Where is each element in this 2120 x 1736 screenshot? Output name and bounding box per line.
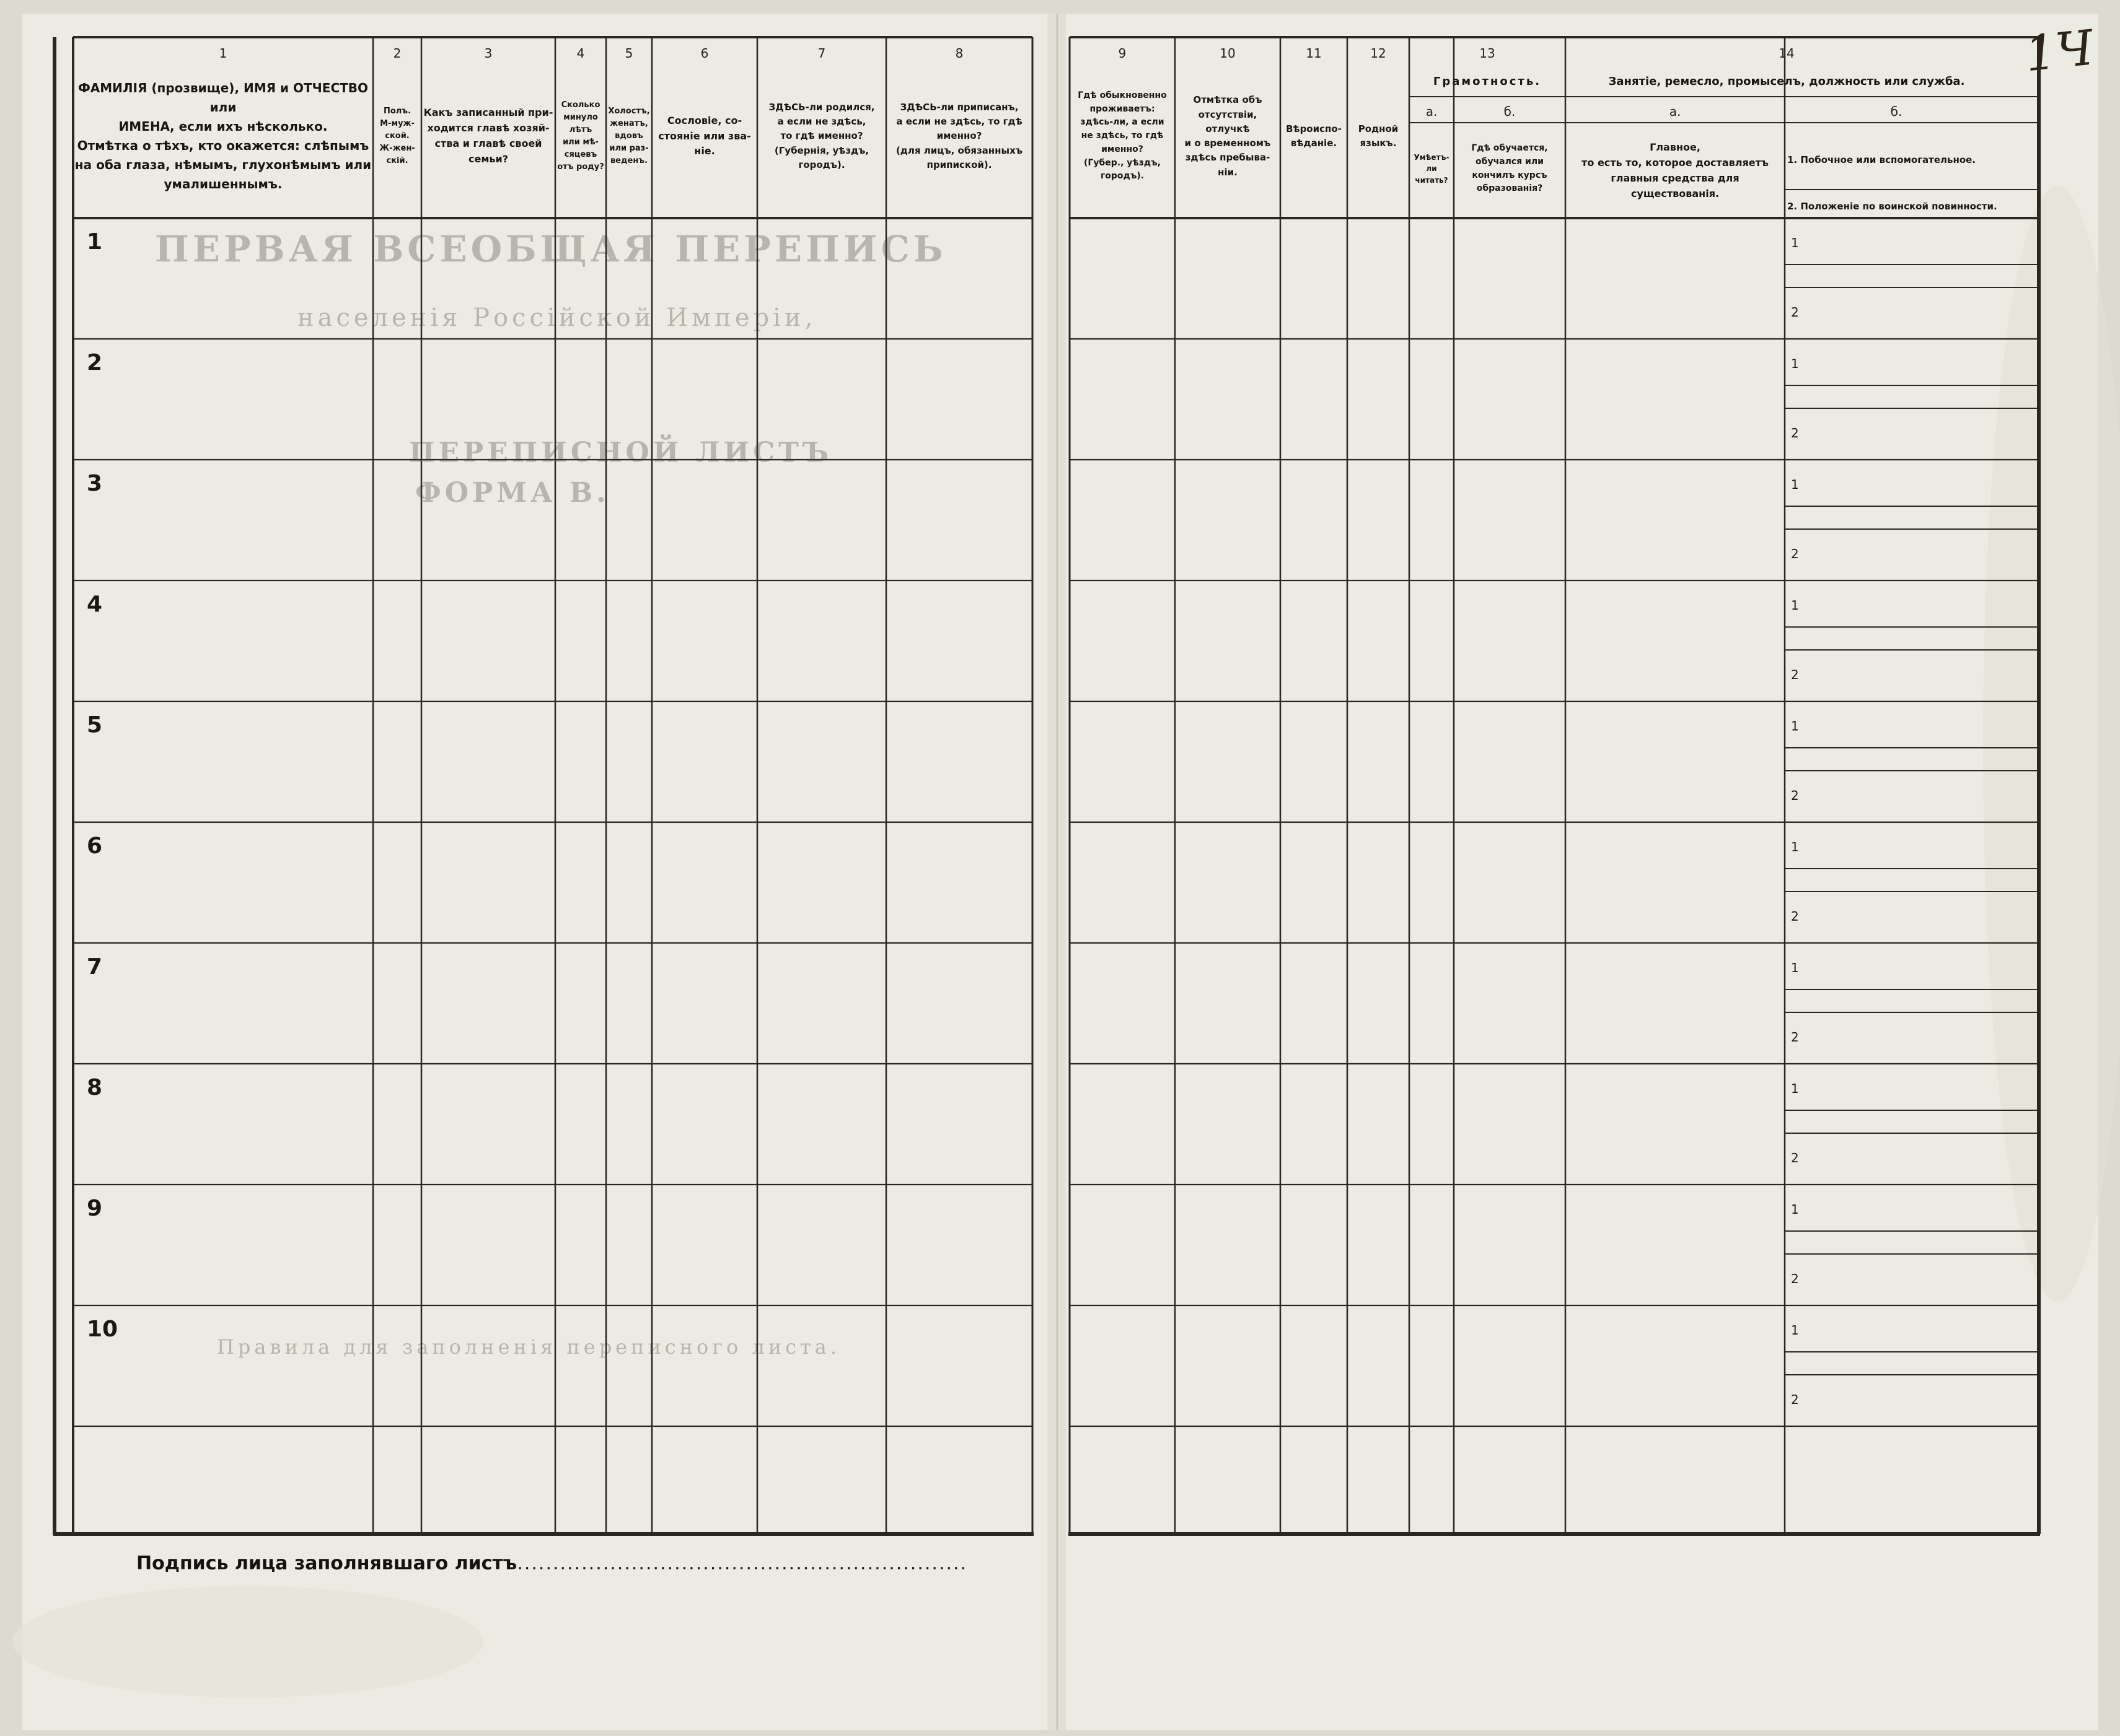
column-header-absence: Отмѣтка объ отсутствіи, отлучкѣ и о временномъ здѣсь пребыва- ніи. (1184, 94, 1271, 178)
subrow-label-2: 2 (1791, 909, 1799, 924)
row-number: 3 (87, 471, 103, 496)
literacy-education-header: Гдѣ обучается, обучался или кончилъ курсъ образованія? (1471, 143, 1548, 194)
row-number: 1 (87, 229, 103, 255)
subrow-label-1: 1 (1791, 1323, 1799, 1338)
column-number-5: 5 (625, 46, 633, 61)
subrow-label-2: 2 (1791, 305, 1799, 320)
column-number-6: 6 (700, 46, 709, 61)
row-number: 7 (87, 954, 103, 980)
column-number-11: 11 (1306, 46, 1322, 61)
subrow-label-2: 2 (1791, 1151, 1799, 1165)
occupation-a-label: а. (1669, 104, 1681, 119)
subrow-label-1: 1 (1791, 235, 1799, 250)
row-number: 6 (87, 833, 103, 859)
subrow-label-2: 2 (1791, 667, 1799, 682)
column-number-7: 7 (817, 46, 826, 61)
archive-number-mark: 1Ч (2022, 20, 2096, 83)
signature-line: Подпись лица заполнявшаго листъ............................................................... (136, 1553, 968, 1574)
subrow-label-2: 2 (1791, 1271, 1799, 1286)
column-header-religion: Вѣроиспо- вѣданіе. (1286, 123, 1342, 149)
subrow-label-2: 2 (1791, 1030, 1799, 1045)
subrow-label-1: 1 (1791, 477, 1799, 492)
subrow-label-2: 2 (1791, 546, 1799, 561)
occupation-b-label: б. (1890, 104, 1902, 119)
ghost-form: ФОРМА В. (415, 477, 610, 509)
subrow-label-1: 1 (1791, 1081, 1799, 1096)
subrow-label-1: 1 (1791, 719, 1799, 734)
ghost-rules: Правила для заполненія переписного листа. (217, 1335, 841, 1359)
column-header-language: Родной языкъ. (1358, 123, 1399, 149)
row-number: 4 (87, 592, 103, 617)
column-header-sex: Полъ. М-муж- ской. Ж-жен- скій. (379, 106, 415, 166)
subrow-label-1: 1 (1791, 840, 1799, 854)
column-number-8: 8 (955, 46, 964, 61)
column-header-estate: Сословіе, со- стояніе или зва- ніе. (658, 114, 751, 157)
row-number: 9 (87, 1196, 103, 1221)
column-number-12: 12 (1370, 46, 1386, 61)
row-number: 10 (87, 1317, 118, 1342)
subrow-label-1: 1 (1791, 1202, 1799, 1217)
occupation-military-header: 2. Положеніе по воинской повинности. (1787, 201, 1997, 213)
column-number-2: 2 (393, 46, 402, 61)
subrow-label-2: 2 (1791, 426, 1799, 441)
column-number-9: 9 (1118, 46, 1127, 61)
row-number: 2 (87, 350, 103, 375)
signature-label: Подпись лица заполнявшаго листъ (136, 1553, 517, 1574)
row-number: 5 (87, 712, 103, 738)
column-number-10: 10 (1220, 46, 1236, 61)
occupation-main-header: Главное, то есть то, которое доставляетъ главныя средства для существованія. (1581, 141, 1769, 199)
literacy-can-read-header: Умѣетъ- ли читать? (1414, 152, 1449, 185)
subrow-label-1: 1 (1791, 356, 1799, 371)
column-header-literacy: Грамотность. (1433, 75, 1542, 89)
column-number-3: 3 (484, 46, 493, 61)
subrow-label-2: 2 (1791, 1392, 1799, 1407)
literacy-a-label: а. (1425, 104, 1438, 119)
column-header-relation: Какъ записанный при- ходится главѣ хозяй- ства и главѣ своей семьи? (423, 107, 553, 165)
occupation-secondary-header: 1. Побочное или вспомогательное. (1787, 154, 1976, 166)
column-header-marital: Холостъ, женатъ, вдовъ или раз- веденъ. (608, 106, 650, 166)
column-number-1: 1 (219, 46, 227, 61)
column-header-name: ФАМИЛІЯ (прозвище), ИМЯ и ОТЧЕСТВО или ИМЕНА, если ихъ нѣсколько. Отмѣтка о тѣхъ, кто окажется: слѣпымъ на оба глаза, нѣмымъ, глухонѣмымъ или умалишеннымъ. (74, 81, 372, 191)
column-number-4: 4 (576, 46, 585, 61)
ghost-title: ПЕРВАЯ ВСЕОБЩАЯ ПЕРЕПИСЬ (155, 228, 947, 270)
subrow-label-2: 2 (1791, 788, 1799, 803)
ghost-list: ПЕРЕПИСНОЙ ЛИСТЪ (409, 437, 832, 468)
column-header-occupation: Занятіе, ремесло, промыселъ, должность или служба. (1608, 75, 1965, 89)
literacy-b-label: б. (1503, 104, 1516, 119)
row-number: 8 (87, 1075, 103, 1100)
ghost-subtitle: населенія Россійской Имперіи, (297, 304, 817, 332)
column-number-13: 13 (1479, 46, 1495, 61)
subrow-label-1: 1 (1791, 960, 1799, 975)
column-header-birthplace: ЗДѢСЬ-ли родился, а если не здѣсь, то гдѣ именно? (Губернія, уѣздъ, городъ). (768, 101, 875, 170)
column-header-age: Сколько минуло лѣтъ или мѣ- сяцевъ отъ роду? (557, 100, 604, 172)
column-header-residence: Гдѣ обыкновенно проживаетъ: здѣсь-ли, а если не здѣсь, то гдѣ именно? (Губер., уѣздъ, городъ). (1078, 90, 1167, 182)
subrow-label-1: 1 (1791, 598, 1799, 613)
column-header-registration: ЗДѢСЬ-ли приписанъ, а если не здѣсь, то гдѣ именно? (для лицъ, обязанныхъ припиской). (895, 101, 1023, 170)
column-number-14: 14 (1779, 46, 1795, 61)
